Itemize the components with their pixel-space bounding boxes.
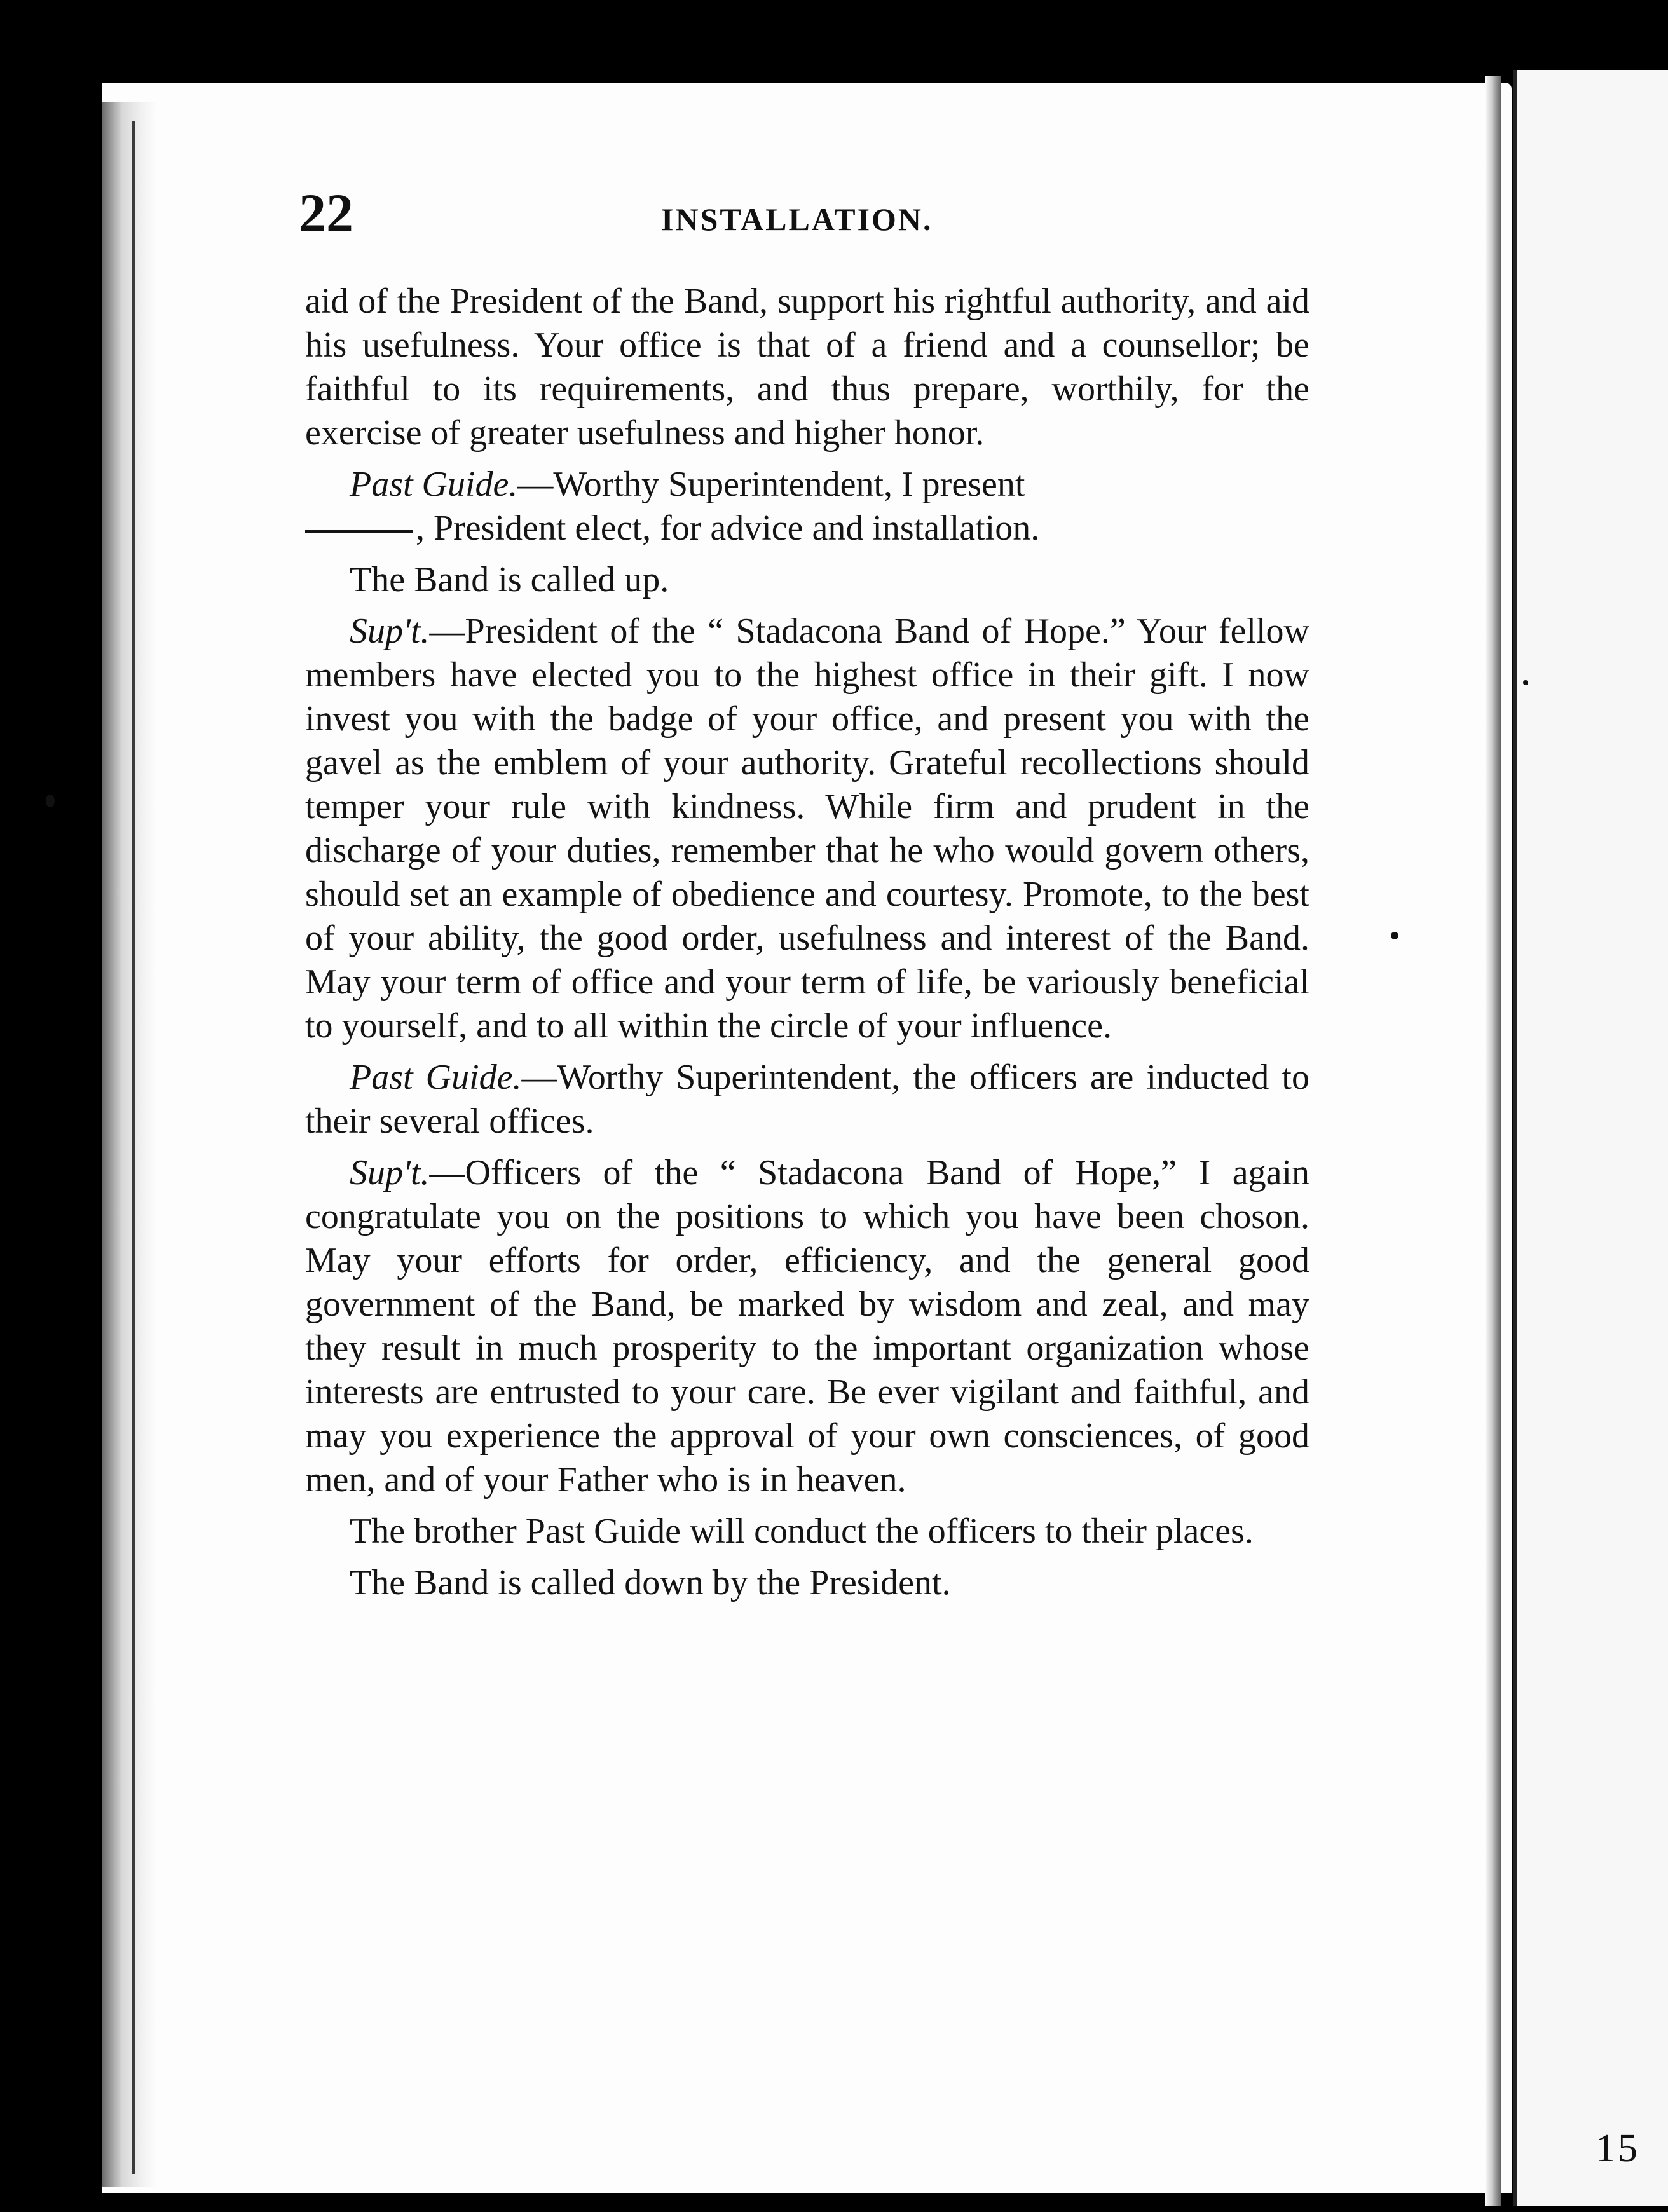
scan-speck [1523, 680, 1528, 685]
spine-edge-line [132, 121, 135, 2174]
speaker-label: Sup't. [350, 611, 430, 651]
speech-text: —Worthy Superintendent, I present [517, 465, 1025, 504]
page-number: 22 [299, 182, 353, 243]
speech-text: —Worthy Superintendent, the officers are inducted to their several offices. [305, 1058, 1309, 1141]
paragraph-past-guide-officers [305, 1056, 1309, 1144]
scan-speck [46, 795, 55, 807]
speech-text: —Officers of the “ Stadacona Band of Hope,” I again congratulate you on the positions to which you have been choson. May your efforts for order, efficiency, and the general good government of the Band, be marked by wisdom and zeal, and may they result in much prosperity to the important organization whose interests are entrusted to your care. Be ever vigilant and faithful, and may you experience the approval of your own consciences, of good men, and of your Father who is in heaven. [305, 1153, 1309, 1499]
speaker-label: Past Guide. [350, 1058, 522, 1097]
facing-page [1513, 70, 1668, 2206]
corner-mark: 15 [1596, 2127, 1640, 2170]
page-spine-shadow [102, 102, 156, 2187]
page-body [305, 280, 1309, 1613]
stage-direction: The Band is called up. [350, 560, 669, 599]
blank-name-line [305, 530, 413, 533]
paragraph-continuation: aid of the President of the Band, support his rightful authority, and aid his usefulness. Your office is that of a friend and a counsellor; be faithful to its requirements, and thus prepare, worthily, for the exercise of greater usefulness and higher honor. [305, 282, 1309, 453]
paragraph-supt-officers [305, 1151, 1309, 1502]
facing-page-edge [1513, 70, 1517, 2206]
paragraph-supt-president [305, 610, 1309, 1048]
stage-direction: The Band is called down by the President. [350, 1563, 951, 1602]
paragraph-past-guide-present [305, 463, 1309, 550]
speech-text: , President elect, for advice and installation. [416, 509, 1040, 548]
scan-speck [1391, 932, 1398, 939]
stage-direction: The brother Past Guide will conduct the officers to their places. [350, 1512, 1254, 1551]
speaker-label: Past Guide. [350, 465, 518, 504]
running-title: INSTALLATION. [661, 201, 933, 237]
page-gutter-shadow [1485, 76, 1501, 2206]
speaker-label: Sup't. [350, 1153, 430, 1192]
speech-text: —President of the “ Stadacona Band of Hope.” Your fellow members have elected you to the highest office in their gift. I now invest you with the badge of your office, and present you with the gavel as the emblem of your authority. Grateful recollections should temper your rule with kindness. While firm and prudent in the discharge of your duties, remember that he who would govern others, should set an example of obedience and courtesy. Promote, to the best of your ability, the good order, usefulness and interest of the Band. May your term of office and your term of life, be variously beneficial to yourself, and to all within the circle of your influence. [305, 611, 1309, 1046]
